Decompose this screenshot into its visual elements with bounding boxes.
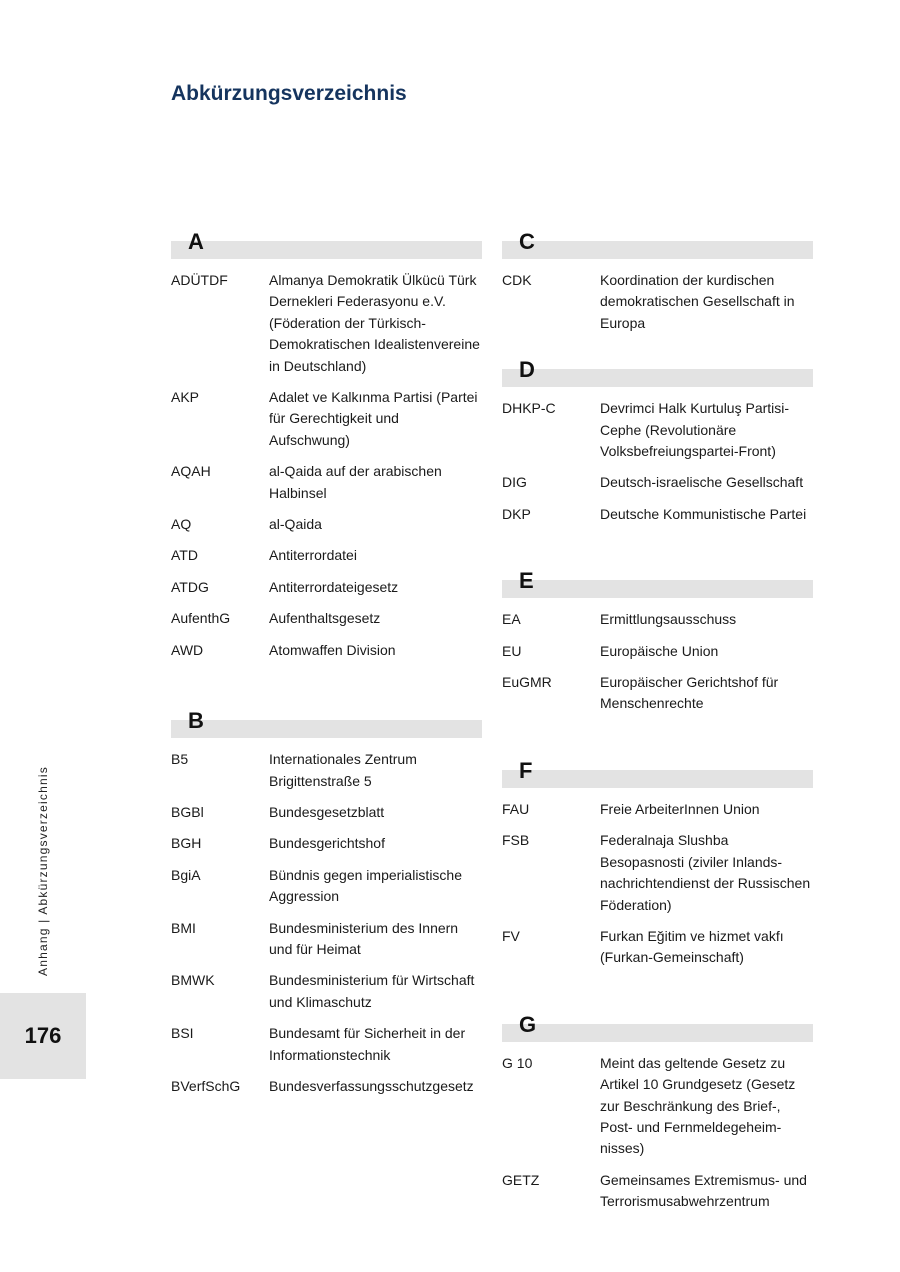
- description: Deutsche Kommunistische Partei: [600, 505, 807, 522]
- letter-label: F: [519, 757, 533, 783]
- letter-bar-background: [171, 241, 482, 259]
- letter-label: B: [188, 708, 204, 734]
- abbreviation: FSB: [502, 832, 530, 849]
- description: Bundesamt für Sicherheit in der Informationstechnik: [269, 1025, 466, 1063]
- abbreviation: EuGMR: [502, 674, 552, 691]
- abbreviation-entry: [502, 504, 813, 525]
- abbreviation-entry: [171, 514, 482, 535]
- abbreviation-entry: [502, 830, 813, 916]
- abbreviation-entry: [171, 970, 482, 1013]
- abbreviation: BMI: [171, 919, 196, 936]
- description: Meint das geltende Gesetz zu Artikel 10 Grundgesetz (Gesetz zur Beschränkung des Brief-, Post- und Fernmeldegeheimnisses): [600, 1054, 796, 1157]
- abbreviation: BSI: [171, 1025, 194, 1042]
- description: Europäische Union: [600, 642, 719, 659]
- section-g: [502, 1011, 813, 1213]
- abbreviation-entry: [502, 672, 813, 715]
- abbreviation-entry: [502, 609, 813, 630]
- description: Devrimci Halk Kurtuluş Partisi-Cephe (Revolutionäre Volksbefreiungspartei-Front): [600, 400, 790, 460]
- description: Deutsch-israelische Gesellschaft: [600, 474, 804, 491]
- abbreviation: ADÜTDF: [171, 272, 228, 288]
- abbreviation: EU: [502, 642, 522, 659]
- abbreviation-entry: [502, 270, 813, 334]
- running-header: [36, 766, 50, 976]
- abbreviation: GETZ: [502, 1171, 540, 1188]
- letter-label: E: [519, 568, 534, 594]
- description: Koordination der kurdischen demokratischen Gesellschaft in Europa: [600, 272, 795, 331]
- abbreviation: AKP: [171, 389, 200, 406]
- abbreviation: AQ: [171, 516, 192, 533]
- letter-bar-background: [171, 720, 482, 738]
- abbreviation-entry: [171, 918, 482, 961]
- letter-heading: [171, 228, 482, 259]
- description: Adalet ve Kalkınma Partisi (Partei für Gerechtigkeit und Aufschwung): [269, 389, 478, 448]
- letter-heading: [171, 707, 482, 738]
- abbreviation: FAU: [502, 800, 530, 817]
- description: Internationales Zentrum Brigittenstraße 5: [269, 751, 417, 789]
- section-f: [502, 757, 813, 969]
- abbreviation: G 10: [502, 1054, 533, 1071]
- letter-heading: [502, 757, 813, 788]
- page-number: 176: [24, 1023, 62, 1048]
- abbreviation: BGH: [171, 835, 202, 852]
- letter-heading: [502, 567, 813, 598]
- abbreviation-entry: [502, 1053, 813, 1160]
- description: Aufenthaltsgesetz: [269, 610, 381, 627]
- description: Bundesministerium für Wirtschaft und Klimaschutz: [269, 972, 475, 1010]
- abbreviation: DKP: [502, 505, 531, 522]
- abbreviation-entry: [502, 799, 813, 820]
- abbreviation: AufenthG: [171, 610, 231, 627]
- abbreviation: BVerfSchG: [171, 1077, 241, 1094]
- description: al-Qaida auf der arabischen Halbinsel: [269, 463, 442, 501]
- description: Antiterrordatei: [269, 547, 357, 564]
- abbreviation-entry: [502, 641, 813, 662]
- abbreviation: CDK: [502, 272, 532, 288]
- abbreviation-entry: [171, 749, 482, 792]
- abbreviation: BgiA: [171, 866, 201, 883]
- abbreviation-entry: [171, 802, 482, 823]
- abbreviation-entry: [171, 270, 482, 377]
- abbreviation: ATDG: [171, 578, 209, 595]
- letter-label: D: [519, 357, 535, 383]
- section-b: [171, 707, 482, 1097]
- description: Bundesverfassungsschutzgesetz: [269, 1077, 474, 1094]
- abbreviation-entry: [171, 833, 482, 854]
- letter-bar-background: [502, 580, 813, 598]
- description: al-Qaida: [269, 516, 322, 533]
- letter-bar-background: [502, 1024, 813, 1042]
- abbreviation: B5: [171, 751, 189, 768]
- description: Ermittlungsausschuss: [600, 611, 737, 628]
- section-d: [502, 356, 813, 525]
- description: Europäischer Gerichtshof für Menschenrechte: [600, 674, 779, 712]
- left-column: [171, 228, 482, 1129]
- abbreviation-entry: [171, 461, 482, 504]
- abbreviation: BMWK: [171, 972, 215, 989]
- running-header-section: Anhang: [36, 927, 50, 976]
- abbreviation-entry: [171, 387, 482, 451]
- abbreviation-entry: [171, 1023, 482, 1066]
- abbreviation: AQAH: [171, 463, 211, 480]
- description: Freie ArbeiterInnen Union: [600, 800, 760, 817]
- abbreviation-entry: [171, 640, 482, 661]
- abbreviation-entry: [502, 1170, 813, 1213]
- running-header-separator: |: [36, 918, 50, 923]
- abbreviation-entry: [171, 608, 482, 629]
- abbreviation-entry: [502, 398, 813, 462]
- abbreviation-entry: [171, 1076, 482, 1097]
- letter-bar-background: [502, 241, 813, 259]
- description: Antiterrordateigesetz: [269, 578, 399, 595]
- right-column: [502, 228, 813, 1245]
- description: Gemeinsames Extremismus- und Terrorismusabwehrzentrum: [600, 1171, 807, 1210]
- page-title: Abkürzungsverzeichnis: [171, 82, 407, 105]
- abbreviation-entry: [171, 545, 482, 566]
- letter-label: G: [519, 1011, 537, 1037]
- letter-bar-background: [502, 369, 813, 387]
- abbreviation-entry: [171, 865, 482, 908]
- description: Federalnaja Slushba Besopasnosti (ziviler Inlandsnachrichtendienst der Russischen Föderation): [600, 832, 811, 913]
- abbreviation: FV: [502, 927, 520, 944]
- abbreviation: DIG: [502, 474, 527, 491]
- description: Bundesgesetzblatt: [269, 803, 385, 820]
- description: Bundesministerium des Innern und für Heimat: [269, 919, 459, 957]
- abbreviation-entry: [502, 472, 813, 493]
- page-number-box: [0, 993, 86, 1079]
- letter-heading: [502, 1011, 813, 1042]
- abbreviation-entry: [171, 577, 482, 598]
- section-a: [171, 228, 482, 661]
- letter-heading: [502, 356, 813, 387]
- letter-label: A: [188, 229, 204, 254]
- running-header-chapter: Abkürzungsverzeichnis: [36, 766, 50, 915]
- abbreviation: ATD: [171, 547, 198, 564]
- abbreviation: DHKP-C: [502, 400, 556, 417]
- letter-label: C: [519, 229, 535, 254]
- abbreviation: EA: [502, 611, 521, 628]
- abbreviation-entry: [502, 926, 813, 969]
- description: Almanya Demokratik Ülkücü Türk Dernekleri Federasyonu e.V. (Föderation der Türkisch-Demokratischen Idealistenvereine in Deutschland): [269, 272, 480, 374]
- section-e: [502, 567, 813, 715]
- section-c: [502, 228, 813, 334]
- description: Bündnis gegen imperialistische Aggression: [269, 866, 462, 905]
- description: Atomwaffen Division: [269, 641, 396, 658]
- description: Furkan Eğitim ve hizmet vakfı (Furkan-Gemeinschaft): [600, 927, 784, 966]
- abbreviation: AWD: [171, 641, 204, 658]
- description: Bundesgerichtshof: [269, 835, 385, 852]
- letter-bar-background: [502, 770, 813, 788]
- letter-heading: [502, 228, 813, 259]
- abbreviation: BGBl: [171, 803, 204, 820]
